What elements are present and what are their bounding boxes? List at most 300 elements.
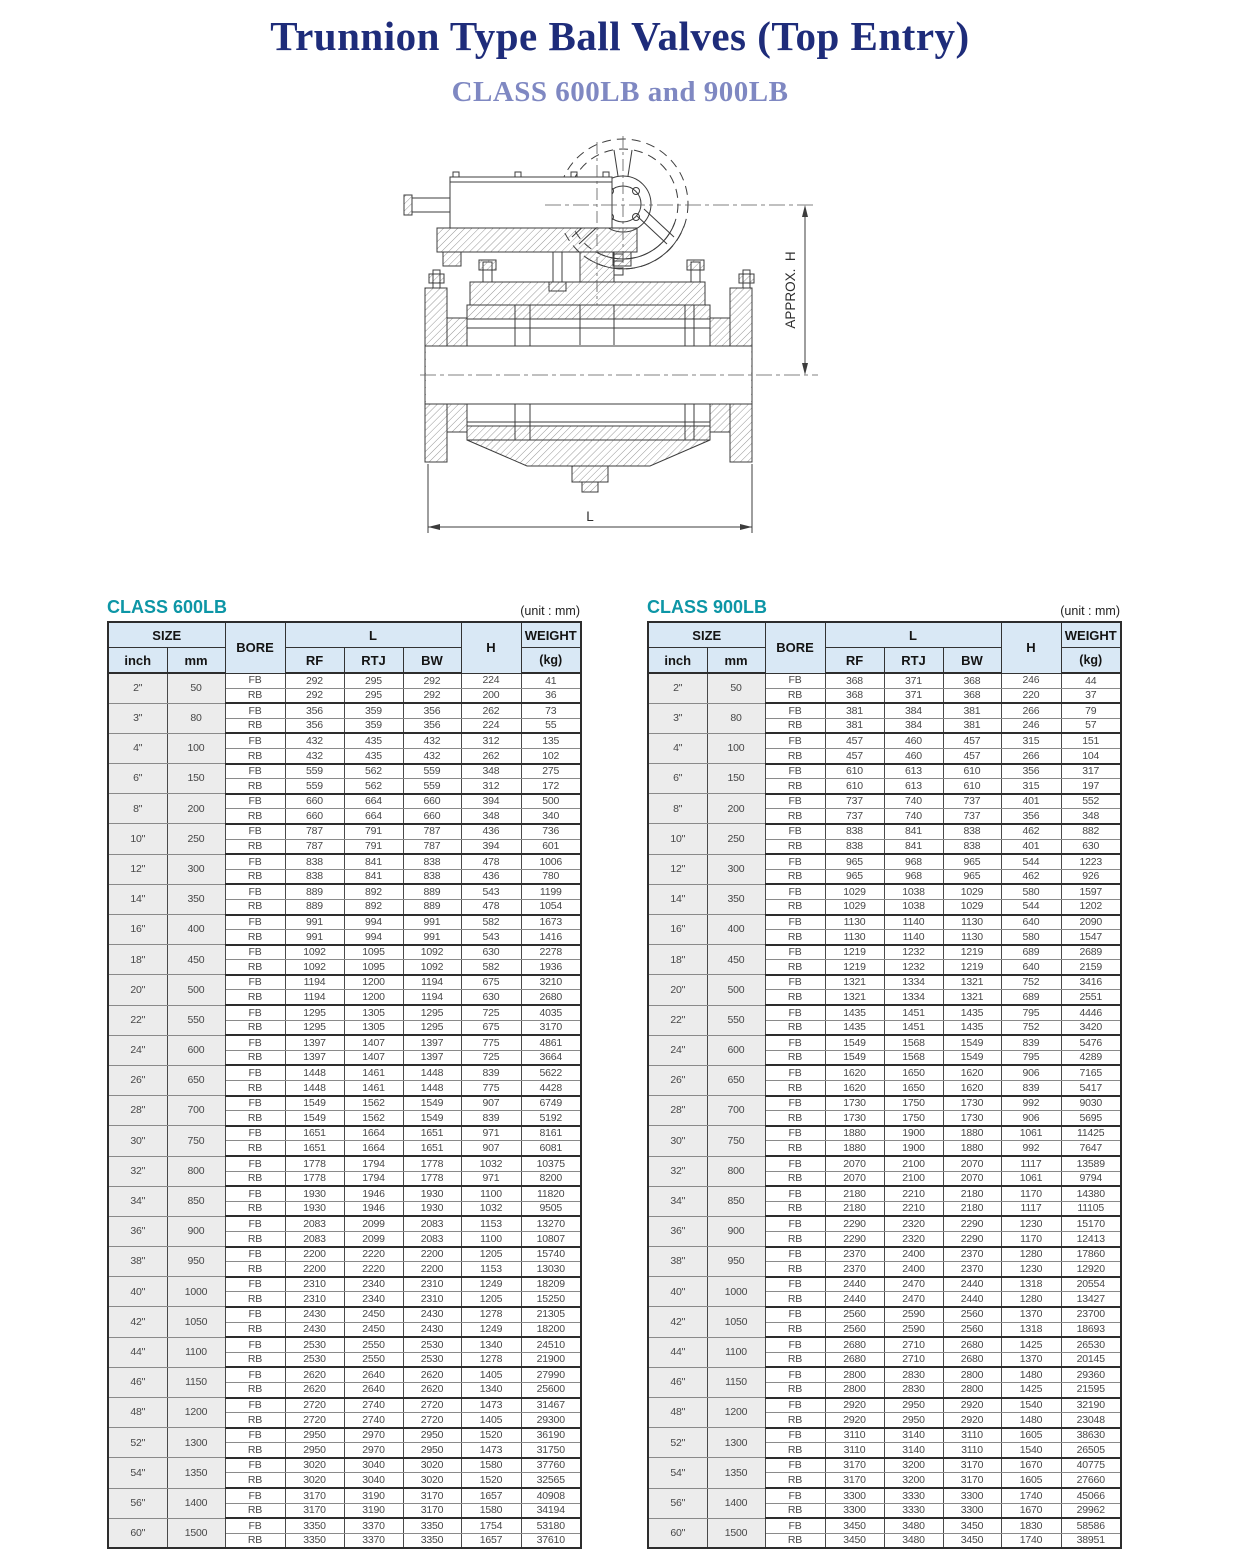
h-cell: 1153 xyxy=(461,1262,521,1277)
header-kg: (kg) xyxy=(521,648,581,674)
bore-rb-cell: RB xyxy=(225,1443,285,1458)
h-cell: 582 xyxy=(461,960,521,975)
rtj-cell: 1568 xyxy=(884,1050,943,1065)
rtj-cell: 2450 xyxy=(344,1307,403,1322)
size-mm-cell: 650 xyxy=(167,1065,225,1095)
rf-cell: 292 xyxy=(285,673,344,688)
rtj-cell: 968 xyxy=(884,869,943,884)
rf-cell: 3350 xyxy=(285,1533,344,1548)
bore-fb-cell: FB xyxy=(765,975,825,990)
weight-cell: 5192 xyxy=(521,1111,581,1126)
rtj-cell: 2710 xyxy=(884,1352,943,1367)
weight-cell: 172 xyxy=(521,779,581,794)
h-cell: 580 xyxy=(1001,930,1061,945)
rf-cell: 368 xyxy=(825,673,884,688)
header-weight: WEIGHT xyxy=(521,622,581,648)
size-mm-cell: 1200 xyxy=(167,1398,225,1428)
bore-fb-cell: FB xyxy=(765,1458,825,1473)
bw-cell: 381 xyxy=(943,718,1001,733)
header-size: SIZE xyxy=(648,622,765,648)
h-cell: 544 xyxy=(1001,899,1061,914)
rf-cell: 457 xyxy=(825,733,884,748)
rf-cell: 787 xyxy=(285,824,344,839)
rtj-cell: 664 xyxy=(344,794,403,809)
bore-rb-cell: RB xyxy=(765,779,825,794)
size-mm-cell: 150 xyxy=(707,764,765,794)
bore-fb-cell: FB xyxy=(225,1518,285,1533)
bw-cell: 3110 xyxy=(943,1428,1001,1443)
bore-rb-cell: RB xyxy=(765,1111,825,1126)
rf-cell: 610 xyxy=(825,764,884,779)
rf-cell: 559 xyxy=(285,779,344,794)
rtj-cell: 3200 xyxy=(884,1458,943,1473)
rf-cell: 432 xyxy=(285,733,344,748)
bw-cell: 2370 xyxy=(943,1262,1001,1277)
table-row xyxy=(648,703,1121,718)
bw-cell: 1321 xyxy=(943,975,1001,990)
rtj-cell: 3140 xyxy=(884,1428,943,1443)
table-row xyxy=(108,1156,581,1171)
size-mm-cell: 1500 xyxy=(167,1518,225,1548)
weight-cell: 15250 xyxy=(521,1292,581,1307)
rf-cell: 1321 xyxy=(825,975,884,990)
rtj-cell: 968 xyxy=(884,854,943,869)
bore-fb-cell: FB xyxy=(765,1096,825,1111)
rf-cell: 3170 xyxy=(825,1473,884,1488)
size-inch-cell: 54" xyxy=(648,1458,707,1488)
bw-cell: 2560 xyxy=(943,1322,1001,1337)
rf-cell: 3170 xyxy=(825,1458,884,1473)
size-inch-cell: 6" xyxy=(648,764,707,794)
h-cell: 1032 xyxy=(461,1201,521,1216)
bore-rb-cell: RB xyxy=(225,1473,285,1488)
bore-rb-cell: RB xyxy=(765,718,825,733)
size-mm-cell: 500 xyxy=(167,975,225,1005)
h-cell: 315 xyxy=(1001,779,1061,794)
rtj-cell: 2340 xyxy=(344,1292,403,1307)
bw-cell: 457 xyxy=(943,733,1001,748)
bw-cell: 1448 xyxy=(403,1065,461,1080)
bottom-plate xyxy=(467,440,710,492)
header-bw: BW xyxy=(943,648,1001,674)
mounting-plate xyxy=(437,228,637,252)
weight-cell: 5622 xyxy=(521,1065,581,1080)
bw-cell: 2920 xyxy=(943,1413,1001,1428)
bore-fb-cell: FB xyxy=(765,1005,825,1020)
rtj-cell: 1140 xyxy=(884,930,943,945)
size-mm-cell: 1350 xyxy=(167,1458,225,1488)
table-row xyxy=(108,1126,581,1141)
bw-cell: 1321 xyxy=(943,990,1001,1005)
weight-cell: 2680 xyxy=(521,990,581,1005)
rtj-cell: 2830 xyxy=(884,1367,943,1382)
rf-cell: 2083 xyxy=(285,1216,344,1231)
h-cell: 640 xyxy=(1001,960,1061,975)
h-cell: 224 xyxy=(461,718,521,733)
header-mm: mm xyxy=(167,648,225,674)
bw-cell: 1651 xyxy=(403,1141,461,1156)
rtj-cell: 1451 xyxy=(884,1005,943,1020)
bw-cell: 838 xyxy=(403,854,461,869)
bw-cell: 368 xyxy=(943,688,1001,703)
h-cell: 1480 xyxy=(1001,1413,1061,1428)
bore-rb-cell: RB xyxy=(765,1413,825,1428)
rf-cell: 2950 xyxy=(285,1443,344,1458)
h-cell: 1249 xyxy=(461,1277,521,1292)
table-row xyxy=(108,1065,581,1080)
bore-rb-cell: RB xyxy=(765,1503,825,1518)
h-cell: 401 xyxy=(1001,794,1061,809)
size-mm-cell: 850 xyxy=(707,1186,765,1216)
bore-fb-cell: FB xyxy=(765,945,825,960)
bw-cell: 838 xyxy=(943,824,1001,839)
bw-cell: 432 xyxy=(403,748,461,763)
rf-cell: 2430 xyxy=(285,1322,344,1337)
table-row xyxy=(648,1065,1121,1080)
size-inch-cell: 6" xyxy=(108,764,167,794)
rtj-cell: 359 xyxy=(344,718,403,733)
rtj-cell: 1095 xyxy=(344,960,403,975)
bore-rb-cell: RB xyxy=(765,960,825,975)
rtj-cell: 2099 xyxy=(344,1216,403,1231)
rf-cell: 3350 xyxy=(285,1518,344,1533)
bw-cell: 292 xyxy=(403,673,461,688)
bw-cell: 660 xyxy=(403,809,461,824)
h-cell: 1153 xyxy=(461,1216,521,1231)
weight-cell: 12413 xyxy=(1061,1231,1121,1246)
table-row xyxy=(108,1398,581,1413)
h-cell: 1061 xyxy=(1001,1171,1061,1186)
bw-cell: 3350 xyxy=(403,1533,461,1548)
bore-fb-cell: FB xyxy=(765,1247,825,1262)
h-cell: 348 xyxy=(461,809,521,824)
size-mm-cell: 350 xyxy=(707,884,765,914)
rtj-cell: 664 xyxy=(344,809,403,824)
h-cell: 1100 xyxy=(461,1231,521,1246)
header-rtj: RTJ xyxy=(884,648,943,674)
bore-rb-cell: RB xyxy=(765,1262,825,1277)
bw-cell: 787 xyxy=(403,839,461,854)
h-cell: 1278 xyxy=(461,1307,521,1322)
weight-cell: 17860 xyxy=(1061,1247,1121,1262)
bore-rb-cell: RB xyxy=(225,839,285,854)
h-cell: 1754 xyxy=(461,1518,521,1533)
bore-fb-cell: FB xyxy=(765,1367,825,1382)
rf-cell: 991 xyxy=(285,915,344,930)
table-row xyxy=(108,1337,581,1352)
bw-cell: 1620 xyxy=(943,1065,1001,1080)
bw-cell: 610 xyxy=(943,779,1001,794)
rf-cell: 2950 xyxy=(285,1428,344,1443)
h-cell: 1170 xyxy=(1001,1186,1061,1201)
bore-rb-cell: RB xyxy=(225,990,285,1005)
bw-cell: 3170 xyxy=(403,1503,461,1518)
rtj-cell: 2210 xyxy=(884,1201,943,1216)
size-inch-cell: 22" xyxy=(108,1005,167,1035)
table-row xyxy=(648,1458,1121,1473)
bore-fb-cell: FB xyxy=(765,1518,825,1533)
weight-cell: 3210 xyxy=(521,975,581,990)
rtj-cell: 1650 xyxy=(884,1081,943,1096)
bw-cell: 3170 xyxy=(943,1473,1001,1488)
size-inch-cell: 56" xyxy=(648,1488,707,1518)
h-cell: 1318 xyxy=(1001,1322,1061,1337)
rf-cell: 1295 xyxy=(285,1005,344,1020)
table-row xyxy=(648,915,1121,930)
weight-cell: 630 xyxy=(1061,839,1121,854)
size-mm-cell: 50 xyxy=(167,673,225,703)
size-mm-cell: 700 xyxy=(167,1096,225,1126)
weight-cell: 1054 xyxy=(521,899,581,914)
rtj-cell: 1650 xyxy=(884,1065,943,1080)
h-cell: 907 xyxy=(461,1141,521,1156)
h-cell: 906 xyxy=(1001,1111,1061,1126)
bw-cell: 1029 xyxy=(943,884,1001,899)
bore-fb-cell: FB xyxy=(225,1005,285,1020)
h-cell: 436 xyxy=(461,824,521,839)
rtj-cell: 2450 xyxy=(344,1322,403,1337)
h-cell: 478 xyxy=(461,854,521,869)
table-row xyxy=(648,1398,1121,1413)
rtj-cell: 1407 xyxy=(344,1035,403,1050)
header-rf: RF xyxy=(825,648,884,674)
h-cell: 1318 xyxy=(1001,1277,1061,1292)
table-row xyxy=(648,1337,1121,1352)
table-row xyxy=(108,1096,581,1111)
weight-cell: 1006 xyxy=(521,854,581,869)
bw-cell: 1194 xyxy=(403,990,461,1005)
bore-rb-cell: RB xyxy=(225,1352,285,1367)
table-row xyxy=(108,915,581,930)
rtj-cell: 2099 xyxy=(344,1231,403,1246)
size-mm-cell: 900 xyxy=(167,1216,225,1246)
h-cell: 1473 xyxy=(461,1398,521,1413)
bore-rb-cell: RB xyxy=(765,1050,825,1065)
rf-cell: 2290 xyxy=(825,1216,884,1231)
bw-cell: 559 xyxy=(403,779,461,794)
rf-cell: 1651 xyxy=(285,1141,344,1156)
rf-cell: 1397 xyxy=(285,1050,344,1065)
rtj-cell: 1664 xyxy=(344,1126,403,1141)
h-cell: 1657 xyxy=(461,1533,521,1548)
bore-rb-cell: RB xyxy=(225,1413,285,1428)
rf-cell: 1092 xyxy=(285,945,344,960)
bore-rb-cell: RB xyxy=(765,1352,825,1367)
rf-cell: 737 xyxy=(825,794,884,809)
table-row xyxy=(108,1186,581,1201)
h-cell: 266 xyxy=(1001,703,1061,718)
size-mm-cell: 650 xyxy=(707,1065,765,1095)
weight-cell: 1936 xyxy=(521,960,581,975)
table-row xyxy=(108,1035,581,1050)
h-cell: 1405 xyxy=(461,1413,521,1428)
rtj-cell: 2640 xyxy=(344,1367,403,1382)
size-inch-cell: 22" xyxy=(648,1005,707,1035)
rtj-cell: 295 xyxy=(344,688,403,703)
weight-cell: 5417 xyxy=(1061,1081,1121,1096)
bore-fb-cell: FB xyxy=(765,1156,825,1171)
rf-cell: 356 xyxy=(285,703,344,718)
bw-cell: 991 xyxy=(403,915,461,930)
size-inch-cell: 4" xyxy=(108,733,167,763)
weight-cell: 317 xyxy=(1061,764,1121,779)
size-mm-cell: 1000 xyxy=(707,1277,765,1307)
header-kg: (kg) xyxy=(1061,648,1121,674)
bore-rb-cell: RB xyxy=(765,1081,825,1096)
header-weight: WEIGHT xyxy=(1061,622,1121,648)
rtj-cell: 1334 xyxy=(884,975,943,990)
size-inch-cell: 40" xyxy=(108,1277,167,1307)
size-inch-cell: 60" xyxy=(648,1518,707,1548)
bore-fb-cell: FB xyxy=(225,1398,285,1413)
h-cell: 1670 xyxy=(1001,1503,1061,1518)
table-row xyxy=(648,1035,1121,1050)
rf-cell: 1549 xyxy=(825,1035,884,1050)
valve-cross-section-drawing xyxy=(395,128,845,553)
bw-cell: 2430 xyxy=(403,1322,461,1337)
rf-cell: 1295 xyxy=(285,1020,344,1035)
rf-cell: 889 xyxy=(285,884,344,899)
rf-cell: 2720 xyxy=(285,1413,344,1428)
h-cell: 1061 xyxy=(1001,1126,1061,1141)
bw-cell: 1549 xyxy=(403,1111,461,1126)
bw-cell: 1397 xyxy=(403,1035,461,1050)
size-inch-cell: 16" xyxy=(108,915,167,945)
weight-cell: 4861 xyxy=(521,1035,581,1050)
bore-rb-cell: RB xyxy=(225,1503,285,1518)
rtj-cell: 1305 xyxy=(344,1020,403,1035)
bore-rb-cell: RB xyxy=(765,899,825,914)
weight-cell: 13589 xyxy=(1061,1156,1121,1171)
h-cell: 220 xyxy=(1001,688,1061,703)
h-cell: 1100 xyxy=(461,1186,521,1201)
table-row xyxy=(648,854,1121,869)
table-row xyxy=(108,1428,581,1443)
bore-rb-cell: RB xyxy=(765,1231,825,1246)
h-cell: 752 xyxy=(1001,1020,1061,1035)
rf-cell: 2180 xyxy=(825,1186,884,1201)
h-cell: 1370 xyxy=(1001,1307,1061,1322)
bore-fb-cell: FB xyxy=(765,1126,825,1141)
table-row xyxy=(108,945,581,960)
weight-cell: 11105 xyxy=(1061,1201,1121,1216)
rtj-cell: 1664 xyxy=(344,1141,403,1156)
weight-cell: 7647 xyxy=(1061,1141,1121,1156)
bore-rb-cell: RB xyxy=(225,1050,285,1065)
rf-cell: 1130 xyxy=(825,915,884,930)
weight-cell: 11820 xyxy=(521,1186,581,1201)
rtj-cell: 2470 xyxy=(884,1277,943,1292)
weight-cell: 5476 xyxy=(1061,1035,1121,1050)
bore-rb-cell: RB xyxy=(765,869,825,884)
bore-fb-cell: FB xyxy=(225,1428,285,1443)
weight-cell: 20554 xyxy=(1061,1277,1121,1292)
rf-cell: 2370 xyxy=(825,1262,884,1277)
bore-rb-cell: RB xyxy=(765,1201,825,1216)
bore-fb-cell: FB xyxy=(765,915,825,930)
rf-cell: 3300 xyxy=(825,1503,884,1518)
rf-cell: 889 xyxy=(285,899,344,914)
bore-fb-cell: FB xyxy=(225,1337,285,1352)
h-cell: 839 xyxy=(1001,1081,1061,1096)
bore-fb-cell: FB xyxy=(765,1337,825,1352)
bore-fb-cell: FB xyxy=(225,945,285,960)
size-mm-cell: 1400 xyxy=(167,1488,225,1518)
size-inch-cell: 24" xyxy=(648,1035,707,1065)
bore-fb-cell: FB xyxy=(225,1156,285,1171)
bore-rb-cell: RB xyxy=(765,809,825,824)
bw-cell: 2200 xyxy=(403,1247,461,1262)
weight-cell: 3664 xyxy=(521,1050,581,1065)
rtj-cell: 791 xyxy=(344,824,403,839)
rtj-cell: 841 xyxy=(344,854,403,869)
bore-rb-cell: RB xyxy=(765,930,825,945)
weight-cell: 36190 xyxy=(521,1428,581,1443)
weight-cell: 1199 xyxy=(521,884,581,899)
table-row xyxy=(648,733,1121,748)
bore-rb-cell: RB xyxy=(225,899,285,914)
bore-rb-cell: RB xyxy=(765,1322,825,1337)
class-900lb-title: CLASS 900LB xyxy=(647,597,768,617)
weight-cell: 104 xyxy=(1061,748,1121,763)
rtj-cell: 3200 xyxy=(884,1473,943,1488)
rtj-cell: 1946 xyxy=(344,1201,403,1216)
weight-cell: 1202 xyxy=(1061,899,1121,914)
header-mm: mm xyxy=(707,648,765,674)
rf-cell: 3020 xyxy=(285,1458,344,1473)
weight-cell: 4446 xyxy=(1061,1005,1121,1020)
bore-rb-cell: RB xyxy=(225,869,285,884)
h-cell: 839 xyxy=(461,1065,521,1080)
weight-cell: 26530 xyxy=(1061,1337,1121,1352)
bw-cell: 1295 xyxy=(403,1020,461,1035)
rtj-cell: 1334 xyxy=(884,990,943,1005)
size-mm-cell: 750 xyxy=(167,1126,225,1156)
size-inch-cell: 48" xyxy=(648,1398,707,1428)
weight-cell: 37760 xyxy=(521,1458,581,1473)
bore-fb-cell: FB xyxy=(225,1096,285,1111)
h-cell: 1340 xyxy=(461,1382,521,1397)
table-row xyxy=(108,1518,581,1533)
bore-fb-cell: FB xyxy=(225,884,285,899)
size-inch-cell: 42" xyxy=(648,1307,707,1337)
bore-fb-cell: FB xyxy=(765,1428,825,1443)
size-mm-cell: 1200 xyxy=(707,1398,765,1428)
dimension-l-label: L xyxy=(586,509,594,524)
size-inch-cell: 40" xyxy=(648,1277,707,1307)
bw-cell: 2720 xyxy=(403,1413,461,1428)
class-600lb-title: CLASS 600LB xyxy=(107,597,228,617)
table-row xyxy=(108,1458,581,1473)
h-cell: 462 xyxy=(1001,869,1061,884)
bore-rb-cell: RB xyxy=(225,1262,285,1277)
bw-cell: 1549 xyxy=(943,1035,1001,1050)
weight-cell: 57 xyxy=(1061,718,1121,733)
bore-rb-cell: RB xyxy=(225,779,285,794)
table-row xyxy=(648,1186,1121,1201)
rf-cell: 991 xyxy=(285,930,344,945)
rtj-cell: 1451 xyxy=(884,1020,943,1035)
weight-cell: 24510 xyxy=(521,1337,581,1352)
bw-cell: 2950 xyxy=(403,1443,461,1458)
rtj-cell: 613 xyxy=(884,764,943,779)
size-inch-cell: 2" xyxy=(648,673,707,703)
size-inch-cell: 44" xyxy=(108,1337,167,1367)
bw-cell: 1194 xyxy=(403,975,461,990)
size-mm-cell: 80 xyxy=(167,703,225,733)
bw-cell: 2070 xyxy=(943,1156,1001,1171)
rtj-cell: 1568 xyxy=(884,1035,943,1050)
